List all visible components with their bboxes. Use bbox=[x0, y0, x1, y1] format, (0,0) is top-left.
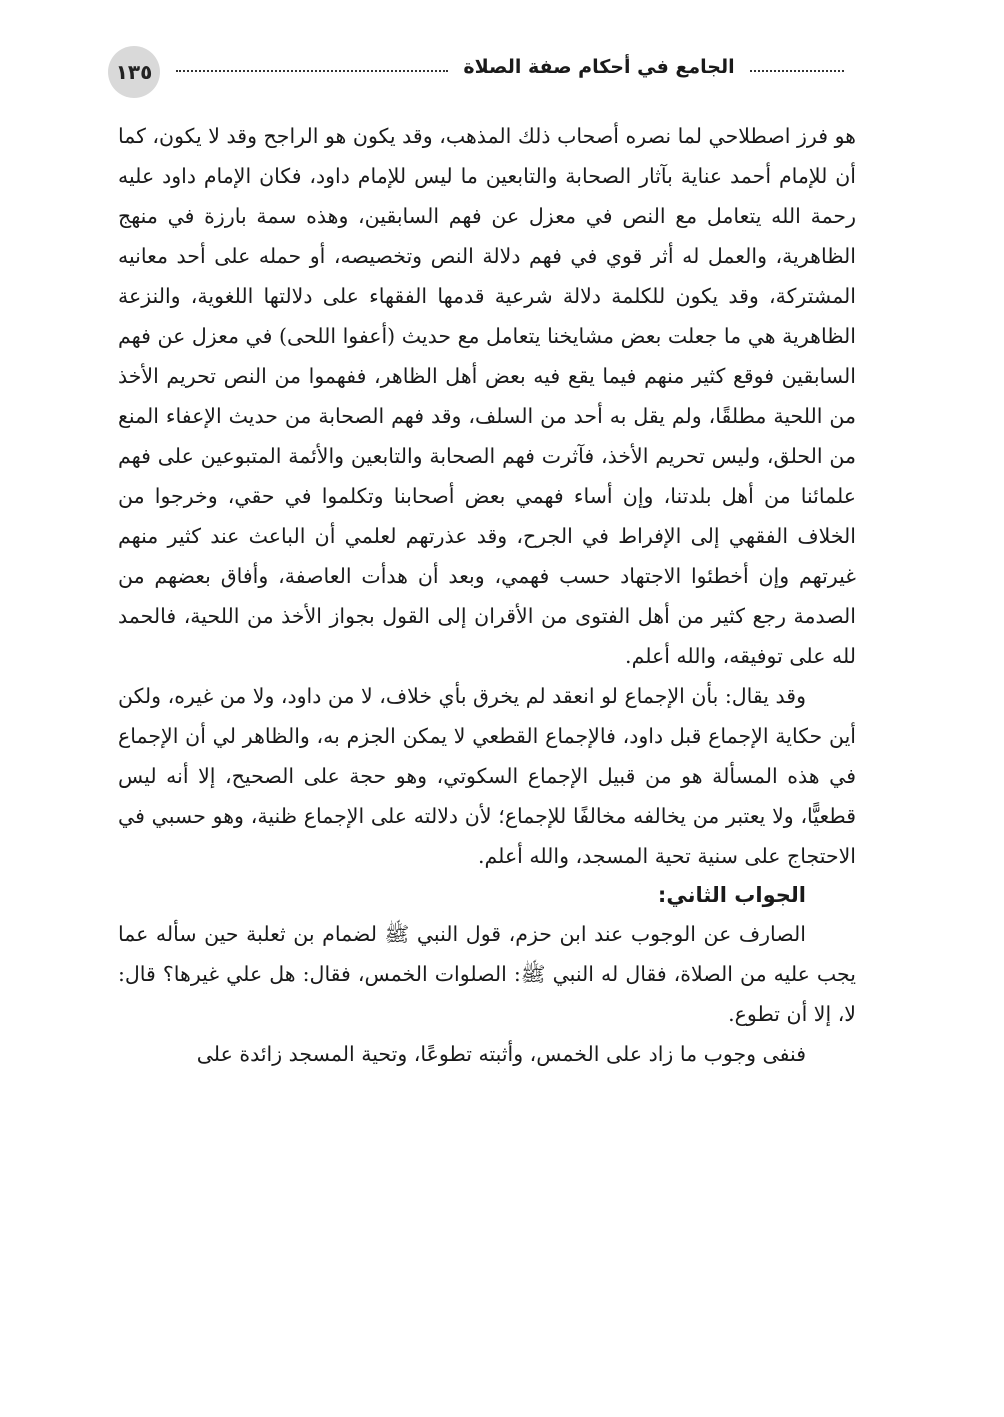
running-title: الجامع في أحكام صفة الصلاة bbox=[463, 56, 735, 78]
paragraph-3: الصارف عن الوجوب عند ابن حزم، قول النبي ﷺ لضمام بن ثعلبة حين سأله عما يجب عليه من الصلاة، فقال له النبي ﷺ: الصلوات الخمس، فقال: هل علي غيرها؟ قال: لا، إلا أن تطوع. bbox=[118, 922, 856, 1026]
page-body bbox=[118, 116, 856, 1074]
section-heading: الجواب الثاني: bbox=[657, 883, 806, 907]
dotted-rule-right bbox=[750, 70, 844, 72]
paragraph-4: فنفى وجوب ما زاد على الخمس، وأثبته تطوعًا، وتحية المسجد زائدة على bbox=[196, 1042, 806, 1066]
page-header bbox=[108, 46, 844, 98]
paragraph-2: وقد يقال: بأن الإجماع لو انعقد لم يخرق بأي خلاف، لا من داود، ولا من غيره، ولكن أين حكاية الإجماع قبل داود، فالإجماع القطعي لا يمكن الجزم به، والظاهر لي أن الإجماع في هذه المسألة هو من قبيل الإجماع السكوتي، وهو حجة على الصحيح، إلا أنه ليس قطعيًّا، ولا يعتبر من يخالفه مخالفًا للإجماع؛ لأن دلالته على الإجماع ظنية، وهو حسبي في الاحتجاج على سنية تحية المسجد، والله أعلم. bbox=[118, 684, 856, 868]
dotted-rule-left bbox=[176, 70, 448, 72]
page-number-badge: ١٣٥ bbox=[108, 46, 160, 98]
paragraph-1: هو فرز اصطلاحي لما نصره أصحاب ذلك المذهب، وقد يكون هو الراجح وقد لا يكون، كما أن للإمام أحمد عناية بآثار الصحابة والتابعين ما ليس للإمام داود، فكان الإمام داود عليه رحمة الله يتعامل مع النص في معزل عن فهم السابقين، وهذه سمة بارزة في منهج الظاهرية، والعمل له أثر قوي في فهم دلالة النص وتخصيصه، أو حمله على أحد معانيه المشتركة، وقد يكون للكلمة دلالة شرعية قدمها الفقهاء على دلالتها اللغوية، والنزعة الظاهرية هي ما جعلت بعض مشايخنا يتعامل مع حديث (أعفوا اللحى) في معزل عن فهم السابقين فوقع كثير منهم فيما يقع فيه بعض أهل الظاهر، ففهموا من النص تحريم الأخذ من اللحية مطلقًا، ولم يقل به أحد من السلف، وقد فهم الصحابة من حديث الإعفاء المنع من الحلق، وليس تحريم الأخذ، فآثرت فهم الصحابة والتابعين والأئمة المتبوعين على فهم علمائنا من أهل بلدتنا، وإن أساء فهمي بعض أصحابنا وتكلموا في حقي، وخرجوا من الخلاف الفقهي إلى الإفراط في الجرح، وقد عذرتهم لعلمي أن الباعث عند كثير منهم غيرتهم وإن أخطئوا الاجتهاد حسب فهمي، وبعد أن هدأت العاصفة، وأفاق بعضهم من الصدمة رجع كثير من أهل الفتوى من الأقران إلى القول بجواز الأخذ من اللحية، فالحمد لله على توفيقه، والله أعلم. bbox=[118, 124, 856, 668]
